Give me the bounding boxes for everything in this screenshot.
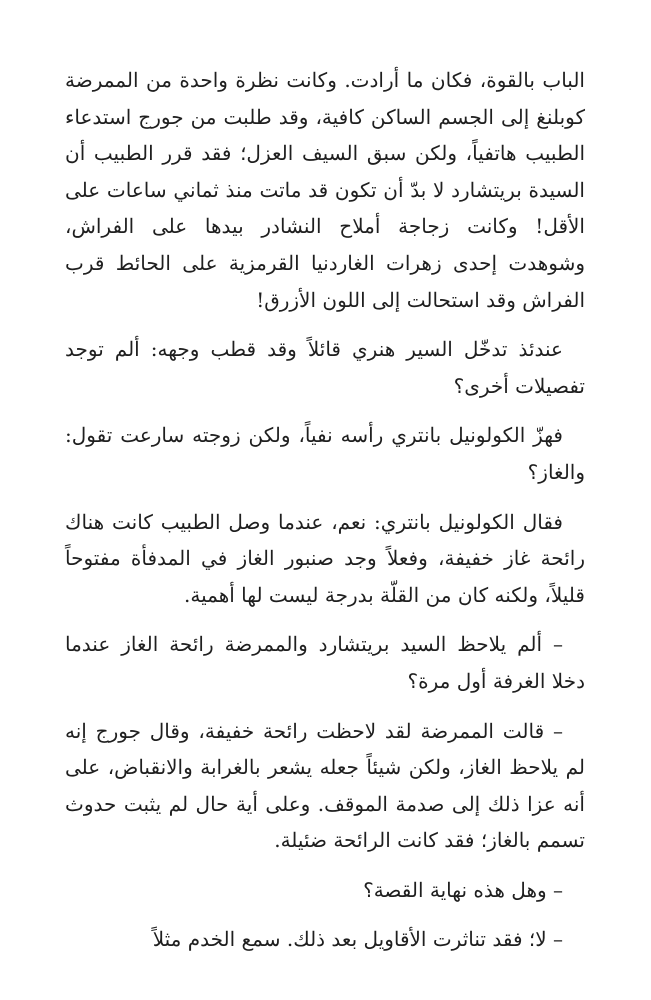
book-page xyxy=(65,62,585,971)
paragraph-dialogue: – ألم يلاحظ السيد بريتشارد والممرضة رائحة الغاز عندما دخلا الغرفة أول مرة؟ xyxy=(65,632,585,693)
paragraph-body: فهزّ الكولونيل بانتري رأسه نفياً، ولكن زوجته سارعت تقول: والغاز؟ xyxy=(65,423,585,484)
paragraph-body: فقال الكولونيل بانتري: نعم، عندما وصل الطبيب كانت هناك رائحة غاز خفيفة، وفعلاً وجد صنبور الغاز في المدفأة مفتوحاً قليلاً، ولكنه كان من القلّة بدرجة ليست لها أهمية. xyxy=(65,509,585,607)
paragraph-dialogue: – وهل هذه نهاية القصة؟ xyxy=(363,877,563,902)
paragraph-dialogue: – قالت الممرضة لقد لاحظت رائحة خفيفة، وقال جورج إنه لم يلاحظ الغاز، ولكن شيئاً جعله يشعر بالغرابة والانقباض، على أنه عزا ذلك إلى صدمة الموقف. وعلى أية حال لم يثبت حدوث تسمم بالغاز؛ فقد كانت الرائحة ضئيلة. xyxy=(65,718,585,853)
paragraph-body: الباب بالقوة، فكان ما أرادت. وكانت نظرة واحدة من الممرضة كوبلنغ إلى الجسم الساكن كافية، وقد طلبت من جورج استدعاء الطبيب هاتفياً، ولكن سبق السيف العزل؛ فقد قرر الطبيب أن السيدة بريتشارد لا بدّ أن تكون قد ماتت منذ ثماني ساعات على الأقل! وكانت زجاجة أملاح النشادر بيدها على الفراش، وشوهدت إحدى زهرات الغاردنيا القرمزية على الحائط قرب الفراش وقد استحالت إلى اللون الأزرق! xyxy=(65,68,585,312)
paragraph-dialogue: – لا؛ فقد تناثرت الأقاويل بعد ذلك. سمع الخدم مثلاً xyxy=(152,927,563,952)
paragraph-body: عندئذ تدخّل السير هنري قائلاً وقد قطب وجهه: ألم توجد تفصيلات أخرى؟ xyxy=(65,337,585,398)
